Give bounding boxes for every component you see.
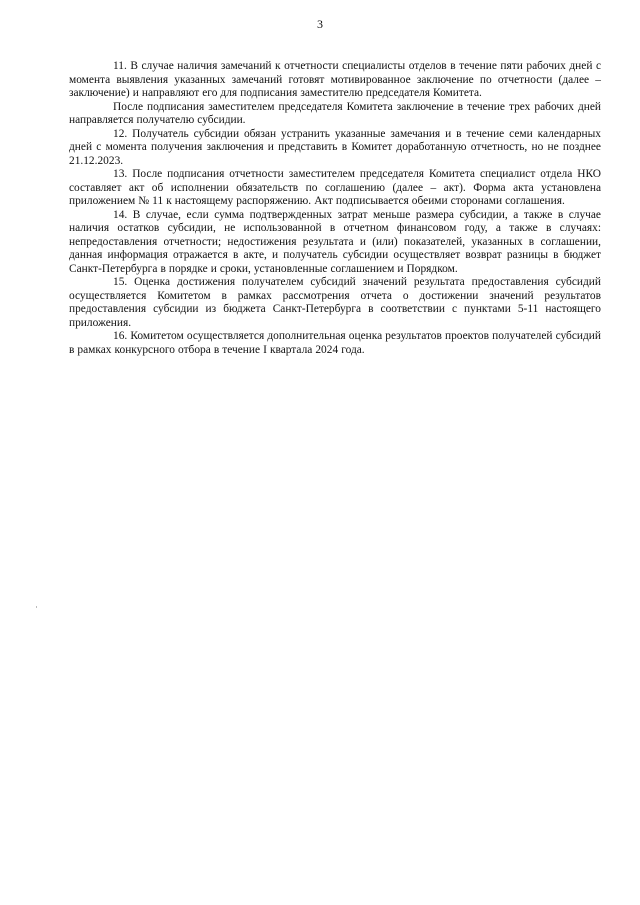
scan-margin-mark [36, 606, 37, 608]
paragraph-item-11: 11. В случае наличия замечаний к отчетности специалисты отделов в течение пяти рабочих дней с момента выявления указанных замечаний готовят мотивированное заключение по отчетности (далее – заключение) и направляют его для подписания заместителю председателя Комитета. [69, 60, 601, 99]
paragraph-item-14: 14. В случае, если сумма подтвержденных затрат меньше размера субсидии, а также в случае наличия остатков субсидии, не использованной в отчетном финансовом году, а также в случаях: непредоставления отчетности; недостижения результата и (или) показателей, указанных в соглашении, данная информация отражается в акте, и получатель субсидии осуществляет возврат разницы в бюджет Санкт-Петербурга в порядке и сроки, установленные соглашением и Порядком. [69, 208, 601, 275]
paragraph-item-15: 15. Оценка достижения получателем субсидий значений результата предоставления субсидий осуществляется Комитетом в рамках рассмотрения отчета о достижении значений результатов предоставления субсидии из бюджета Санкт-Петербурга в соответствии с пунктами 5-11 настоящего приложения. [69, 276, 601, 329]
paragraph-item-13: 13. После подписания отчетности заместителем председателя Комитета специалист отдела НКО составляет акт об исполнении обязательств по соглашению (далее – акт). Форма акта установлена приложением № 11 к настоящему распоряжению. Акт подписывается обеими сторонами соглашения. [69, 168, 601, 207]
paragraph-item-16: 16. Комитетом осуществляется дополнительная оценка результатов проектов получателей субсидий в рамках конкурсного отбора в течение I квартала 2024 года. [69, 330, 601, 356]
paragraph-item-11-continued: После подписания заместителем председателя Комитета заключение в течение трех рабочих дней направляется получателю субсидии. [69, 100, 601, 126]
paragraph-item-12: 12. Получатель субсидии обязан устранить указанные замечания и в течение семи календарных дней с момента получения заключения и представить в Комитет доработанную отчетность, но не позднее 21.12.2023. [69, 127, 601, 167]
document-body [69, 60, 601, 357]
page-number: 3 [317, 17, 323, 31]
